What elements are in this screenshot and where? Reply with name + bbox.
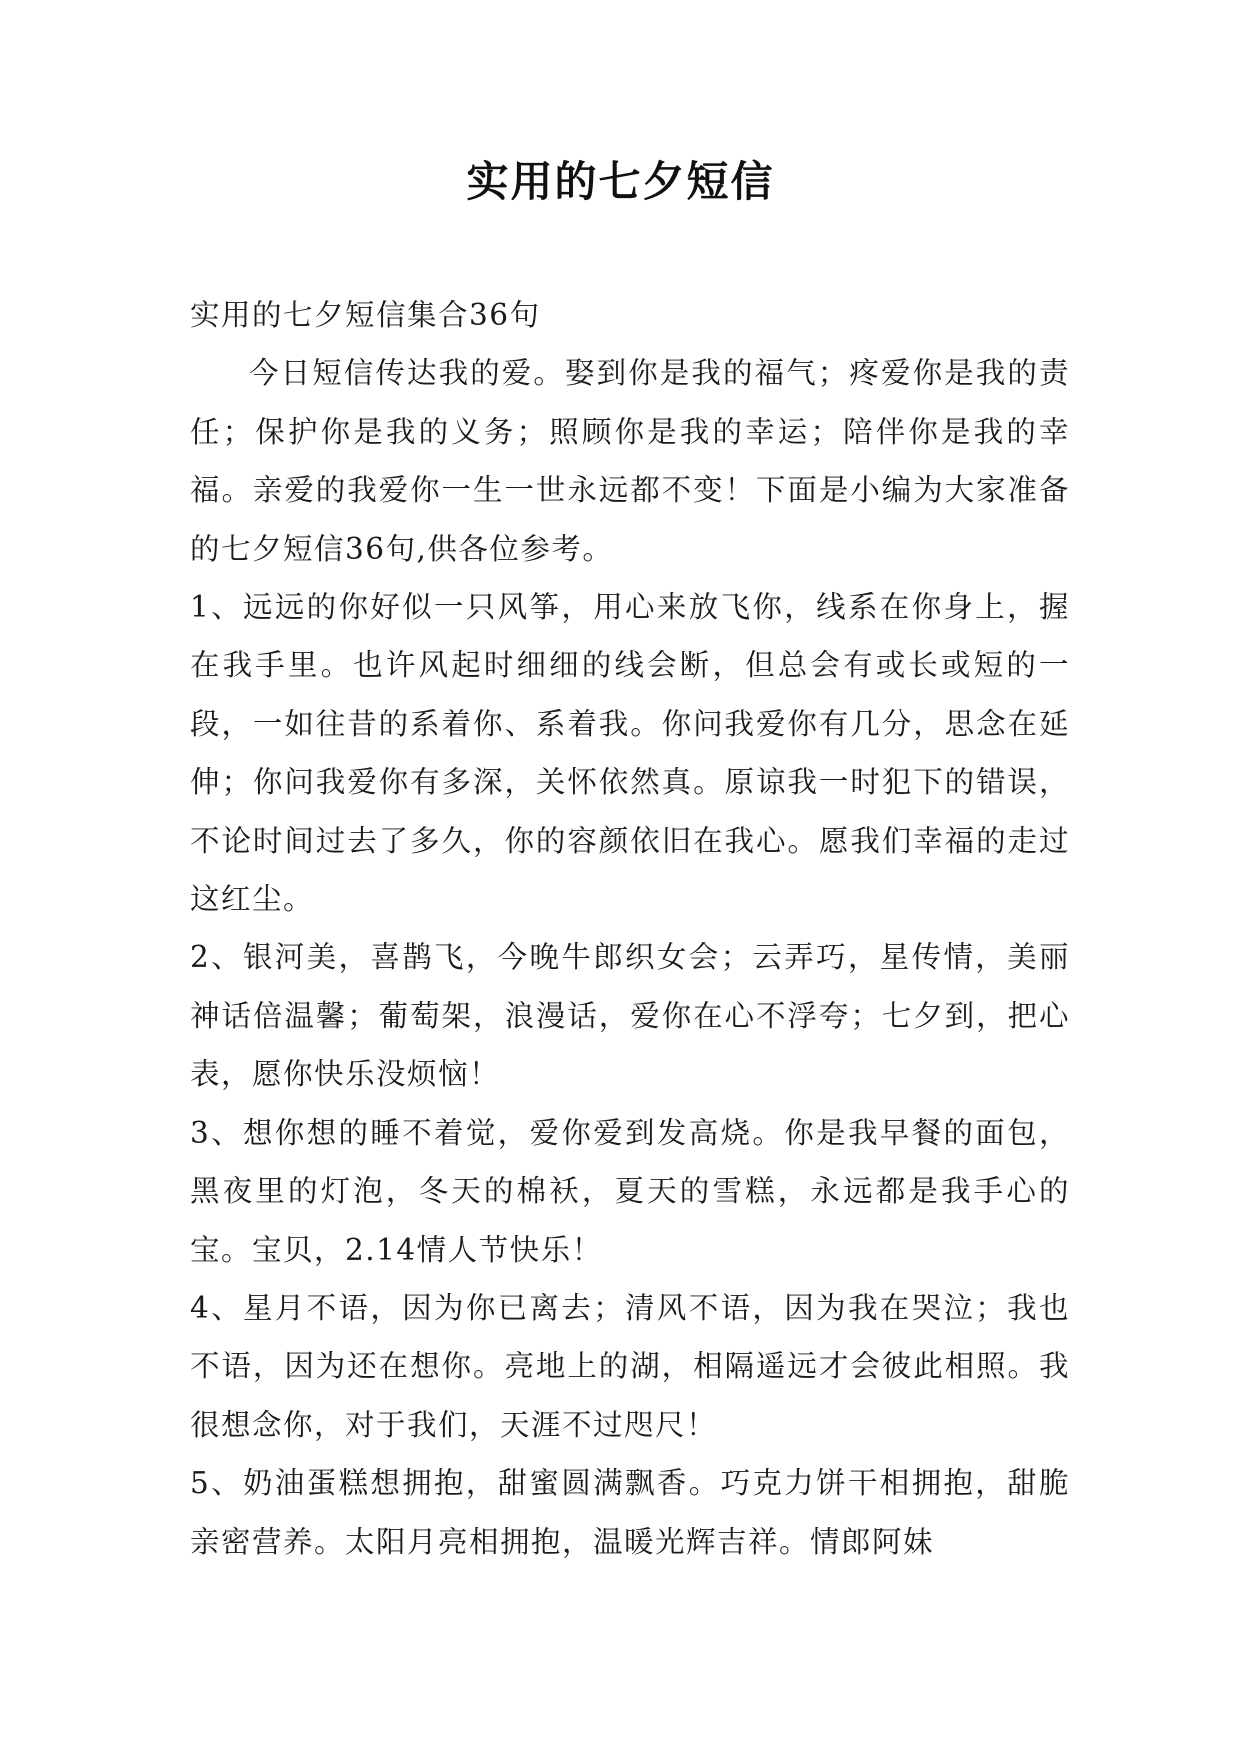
list-item: 4、星月不语，因为你已离去；清风不语，因为我在哭泣；我也不语，因为还在想你。亮地上的湖，相隔遥远才会彼此相照。我很想念你，对于我们，天涯不过咫尺！	[190, 1290, 1070, 1442]
list-item: 1、远远的你好似一只风筝，用心来放飞你，线系在你身上，握在我手里。也许风起时细细的线会断，但总会有或长或短的一段，一如往昔的系着你、系着我。你问我爱你有几分，思念在延伸；你问我爱你有多深，关怀依然真。原谅我一时犯下的错误，不论时间过去了多久，你的容颜依旧在我心。愿我们幸福的走过这红尘。	[190, 590, 1070, 917]
list-item: 2、银河美，喜鹊飞，今晚牛郎织女会；云弄巧，星传情，美丽神话倍温馨；葡萄架，浪漫话，爱你在心不浮夸；七夕到，把心表，愿你快乐没烦恼！	[190, 940, 1070, 1092]
list-item: 5、奶油蛋糕想拥抱，甜蜜圆满飘香。巧克力饼干相拥抱，甜脆亲密营养。太阳月亮相拥抱，温暖光辉吉祥。情郎阿妹	[190, 1466, 1070, 1559]
document-subtitle: 实用的七夕短信集合36句	[190, 298, 541, 332]
list-item: 3、想你想的睡不着觉，爱你爱到发高烧。你是我早餐的面包，黑夜里的灯泡，冬天的棉袄，夏天的雪糕，永远都是我手心的宝。宝贝，2.14情人节快乐！	[190, 1115, 1070, 1267]
document-body	[190, 286, 1070, 1571]
intro-paragraph: 今日短信传达我的爱。娶到你是我的福气；疼爱你是我的责任；保护你是我的义务；照顾你是我的幸运；陪伴你是我的幸福。亲爱的我爱你一生一世永远都不变！下面是小编为大家准备的七夕短信36句,供各位参考。	[190, 356, 1070, 566]
page-title: 实用的七夕短信	[466, 157, 775, 206]
